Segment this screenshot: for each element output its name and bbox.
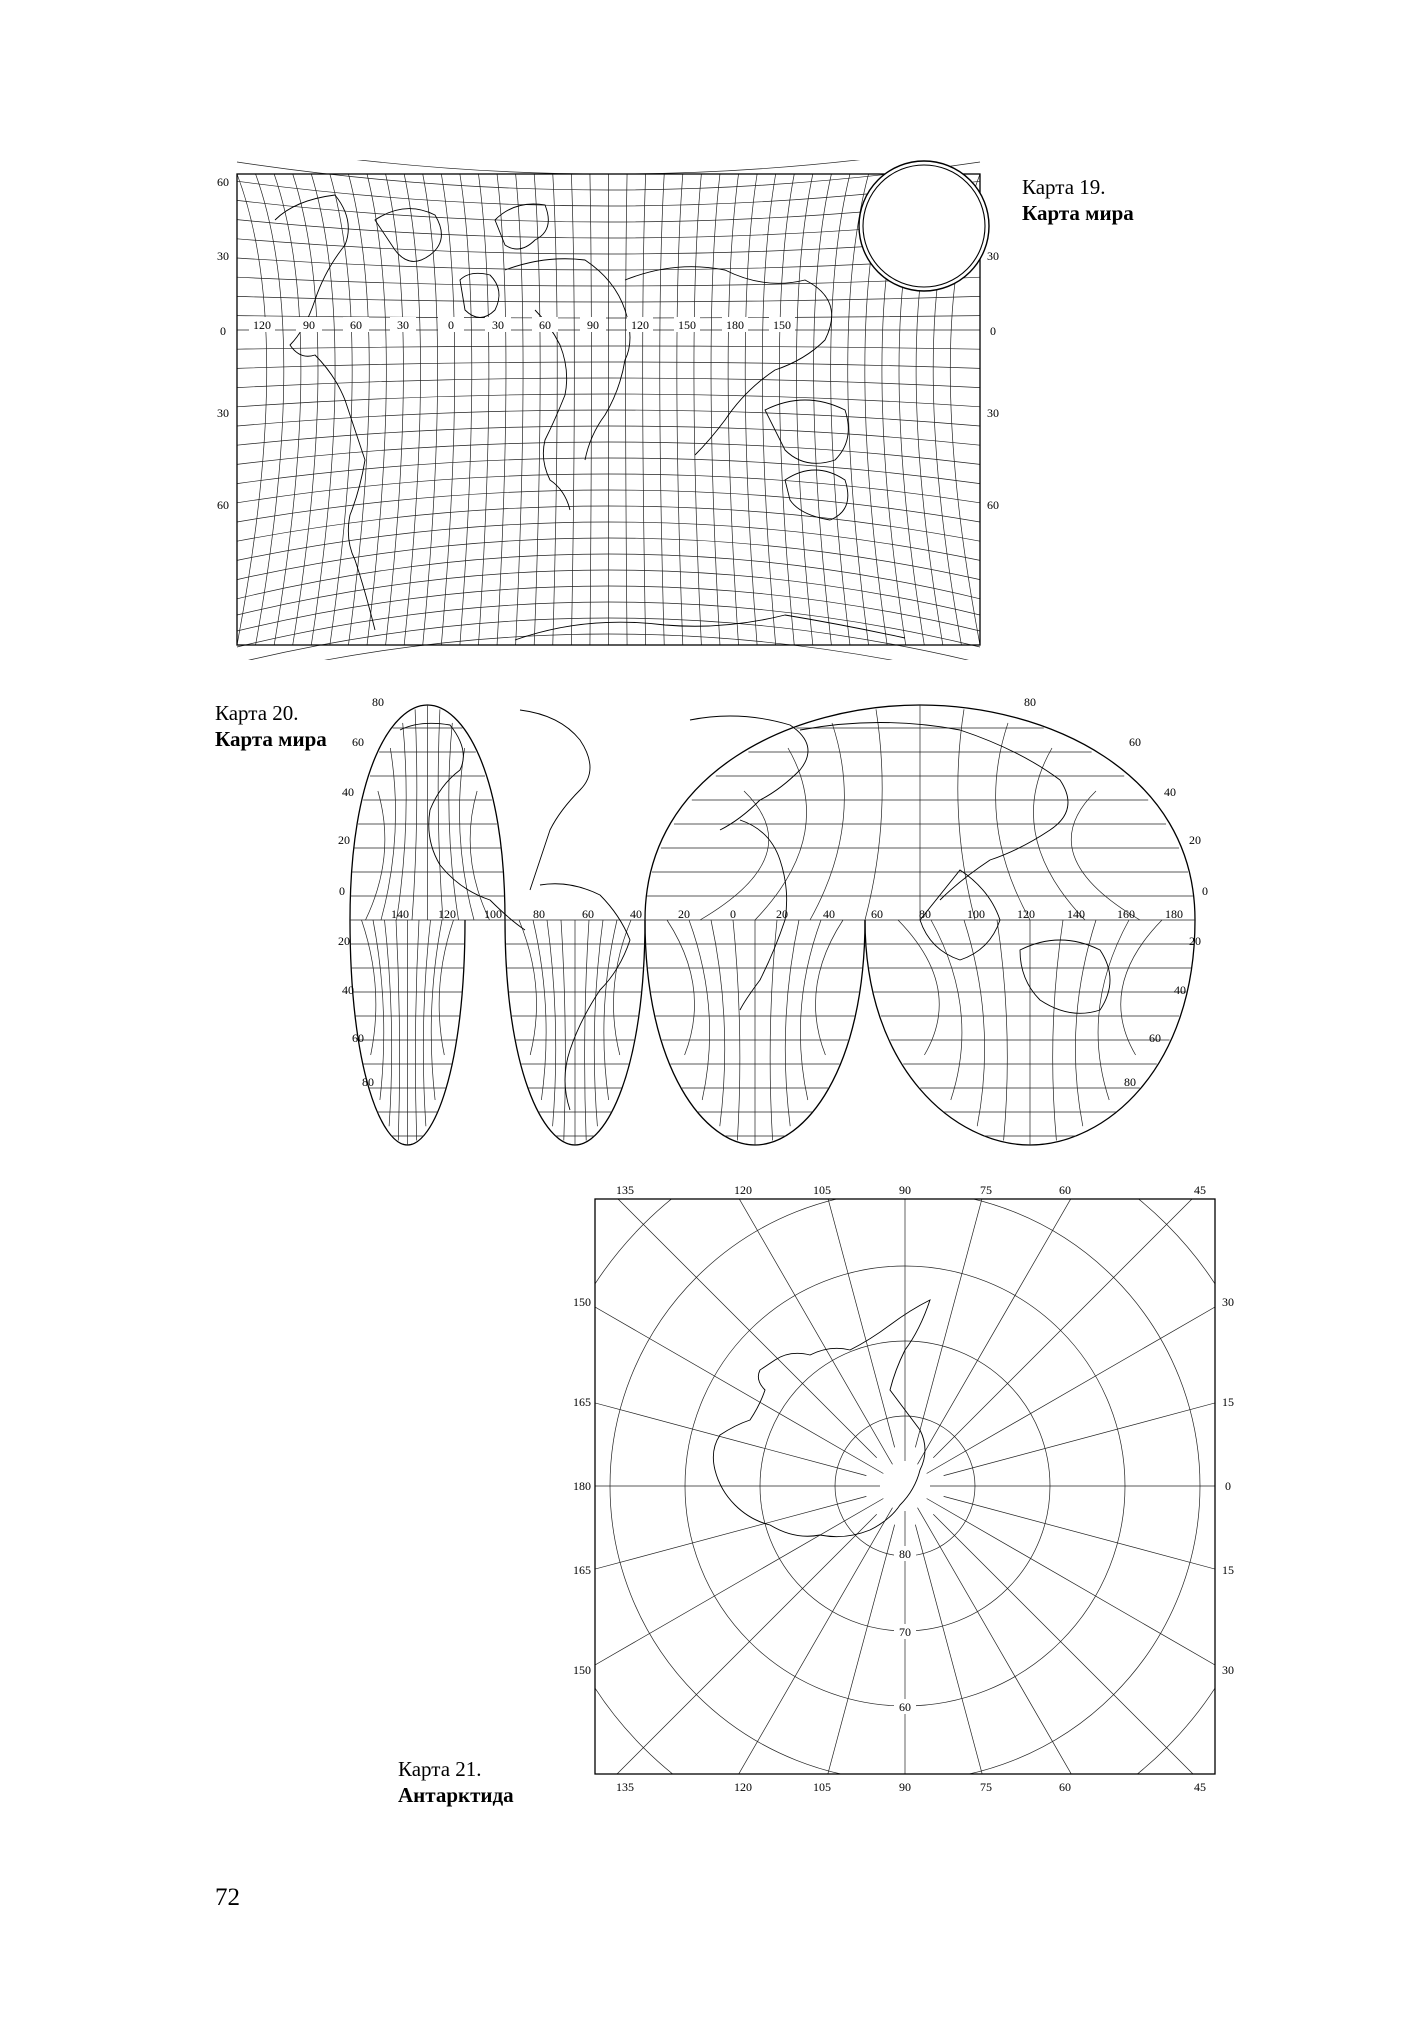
meridian [745, 174, 757, 645]
meridian [459, 748, 474, 920]
meridian-line [560, 1236, 883, 1474]
meridian [1033, 748, 1085, 920]
meridian [1098, 920, 1129, 1100]
lon-label: 180 [1165, 907, 1183, 921]
meridian [590, 174, 591, 645]
lon-label-top: 120 [734, 1183, 752, 1197]
lat-label-left: 60 [217, 498, 229, 512]
lat-label-left: 60 [352, 735, 364, 749]
lon-label-bottom: 135 [616, 1780, 634, 1794]
meridian [381, 748, 396, 920]
meridian-line [560, 1514, 877, 1800]
meridian [1053, 920, 1063, 1140]
lon-label-right: 30 [1222, 1295, 1234, 1309]
lon-label: 80 [919, 907, 931, 921]
lon-label-left: 165 [573, 1395, 591, 1409]
meridian [478, 174, 488, 645]
lon-label: 0 [448, 318, 454, 332]
meridian [594, 920, 603, 1126]
meridian [460, 174, 472, 645]
lat-label-left: 20 [338, 934, 350, 948]
lon-label-top: 45 [1194, 1183, 1206, 1197]
meridian [366, 791, 385, 920]
meridian [412, 709, 417, 920]
lat-label-left: 30 [217, 249, 229, 263]
meridian-line [944, 1357, 1250, 1476]
meridian [964, 920, 985, 1126]
meridian [571, 174, 574, 645]
meridian [660, 174, 664, 645]
meridian [274, 174, 301, 645]
lon-label-left: 165 [573, 1563, 591, 1577]
meridian-line [776, 1525, 895, 1800]
map20-caption-title: Карта мира [215, 727, 327, 751]
lat-label-left: 40 [342, 785, 354, 799]
lat-label-right: 0 [990, 324, 996, 338]
lat-label-right: 30 [987, 406, 999, 420]
meridian [373, 920, 384, 1100]
meridian [816, 920, 844, 1055]
meridian [800, 920, 821, 1100]
meridian-line [933, 1514, 1250, 1800]
lon-label-right: 15 [1222, 1563, 1234, 1577]
meridian [1075, 920, 1096, 1126]
lat-label-right: 20 [1189, 934, 1201, 948]
graticule-labels [338, 695, 1208, 1089]
antarctica-map-21 [560, 1180, 1250, 1800]
meridian [438, 709, 443, 920]
lon-label: 90 [587, 318, 599, 332]
meridian [415, 920, 419, 1140]
meridian [367, 174, 386, 645]
lon-label-top: 75 [980, 1183, 992, 1197]
meridian [898, 920, 939, 1055]
lon-label: 180 [726, 318, 744, 332]
lon-label: 120 [253, 318, 271, 332]
meridian [626, 174, 627, 645]
map20-caption [215, 700, 327, 752]
lat-label-right: 80 [1124, 1075, 1136, 1089]
lon-label-bottom: 45 [1194, 1780, 1206, 1794]
lon-label: 60 [582, 907, 594, 921]
lon-label-bottom: 105 [813, 1780, 831, 1794]
lon-label: 160 [1117, 907, 1135, 921]
lat-label-right: 80 [1024, 695, 1036, 709]
meridian-line [927, 1236, 1250, 1474]
meridian-line [944, 1496, 1250, 1615]
lon-label: 90 [303, 318, 315, 332]
lat-label: 60 [899, 1700, 911, 1714]
lat-label-left: 60 [352, 1031, 364, 1045]
lat-label-left: 40 [342, 983, 354, 997]
coastlines [275, 195, 946, 640]
meridian [667, 920, 695, 1055]
meridian [677, 174, 683, 645]
meridian [689, 920, 710, 1100]
map19-caption-number: Карта 19. [1022, 175, 1106, 199]
meridian [711, 920, 725, 1126]
meridian [700, 791, 769, 920]
meridian-line [776, 1180, 895, 1447]
lon-label-top: 90 [899, 1183, 911, 1197]
map19-caption [1022, 174, 1134, 226]
lon-label-left: 150 [573, 1663, 591, 1677]
lon-label-right: 0 [1225, 1479, 1231, 1493]
lon-label-left: 180 [573, 1479, 591, 1493]
meridian [423, 174, 438, 645]
meridian [533, 920, 546, 1100]
lon-label: 60 [539, 318, 551, 332]
meridian [614, 920, 632, 1055]
meridian [423, 920, 430, 1126]
lat-label-right: 60 [1129, 735, 1141, 749]
lon-label: 40 [630, 907, 642, 921]
meridian [561, 920, 565, 1140]
meridian [439, 920, 453, 1055]
lat-label-left: 0 [339, 884, 345, 898]
lat-label-left: 60 [217, 175, 229, 189]
parallel [237, 160, 980, 174]
map20-caption-number: Карта 20. [215, 701, 299, 725]
lon-label: 30 [397, 318, 409, 332]
lat-label-left: 30 [217, 406, 229, 420]
meridian [810, 723, 844, 920]
meridian [330, 174, 352, 645]
meridian [385, 920, 392, 1126]
lon-label: 20 [678, 907, 690, 921]
map21-caption-number: Карта 21. [398, 1757, 482, 1781]
lat-label-right: 30 [987, 249, 999, 263]
meridian-line [655, 1508, 893, 1800]
inset-circle-inner [863, 165, 985, 287]
lon-label: 120 [1017, 907, 1035, 921]
meridian [931, 920, 962, 1100]
meridian [814, 174, 832, 645]
lon-label-top: 105 [813, 1183, 831, 1197]
lon-label-top: 135 [616, 1183, 634, 1197]
meridian [396, 920, 400, 1140]
meridian-line [915, 1525, 1034, 1800]
meridian [534, 174, 540, 645]
lon-label-bottom: 90 [899, 1780, 911, 1794]
meridian [958, 709, 975, 920]
meridian [643, 174, 646, 645]
lat-label-right: 60 [1149, 1031, 1161, 1045]
meridian-line [927, 1499, 1250, 1737]
lon-label: 100 [967, 907, 985, 921]
meridian-line [560, 1499, 883, 1737]
lon-label-right: 15 [1222, 1395, 1234, 1409]
lat-label-right: 60 [987, 498, 999, 512]
meridian [755, 748, 807, 920]
meridian [604, 920, 617, 1100]
lon-label: 60 [350, 318, 362, 332]
meridian [386, 174, 404, 645]
lat-label-right: 0 [1202, 884, 1208, 898]
meridian-line [655, 1180, 893, 1464]
meridian [796, 174, 812, 645]
lon-label-bottom: 120 [734, 1780, 752, 1794]
meridian [516, 174, 523, 645]
meridian [431, 920, 442, 1100]
meridian [728, 174, 738, 645]
meridian-line [560, 1496, 866, 1615]
lon-label-bottom: 75 [980, 1780, 992, 1794]
lat-label-right: 40 [1174, 983, 1186, 997]
meridian [585, 920, 589, 1140]
lon-label: 100 [484, 907, 502, 921]
meridian-line [915, 1180, 1034, 1447]
meridian [733, 920, 740, 1140]
antarctica-coastline [713, 1300, 930, 1537]
map21-caption [398, 1756, 514, 1808]
world-map-20 [320, 690, 1260, 1160]
meridian [470, 791, 489, 920]
meridian [694, 174, 701, 645]
interrupted-projection-lobes [350, 705, 1195, 1145]
lat-label-right: 20 [1189, 833, 1201, 847]
lat-label: 70 [899, 1625, 911, 1639]
meridian [831, 174, 850, 645]
meridian [785, 920, 799, 1126]
lat-label-left: 80 [372, 695, 384, 709]
meridian [1071, 791, 1140, 920]
lon-label: 120 [438, 907, 456, 921]
meridian [397, 723, 407, 920]
meridian [996, 723, 1030, 920]
meridian [770, 920, 777, 1140]
world-map-19 [205, 160, 1005, 660]
meridian [553, 174, 557, 645]
meridian [997, 920, 1007, 1140]
lon-label-bottom: 60 [1059, 1780, 1071, 1794]
meridian [449, 723, 459, 920]
meridian [519, 920, 537, 1055]
graticule-labels [573, 1183, 1234, 1794]
meridian-line [918, 1508, 1156, 1800]
lon-label-top: 60 [1059, 1183, 1071, 1197]
lon-label: 60 [871, 907, 883, 921]
meridian-line [918, 1180, 1156, 1464]
map19-caption-title: Карта мира [1022, 201, 1134, 225]
meridian [779, 174, 794, 645]
lat-label-left: 20 [338, 833, 350, 847]
map21-caption-title: Антарктида [398, 1783, 514, 1807]
lat-label-left: 0 [220, 324, 226, 338]
meridian-line [560, 1180, 877, 1458]
lon-label: 120 [631, 318, 649, 332]
meridian [865, 709, 882, 920]
lon-label: 150 [678, 318, 696, 332]
meridian [711, 174, 720, 645]
lat-label-left: 80 [362, 1075, 374, 1089]
lat-label: 80 [899, 1547, 911, 1561]
meridian [762, 174, 775, 645]
lon-label-right: 30 [1222, 1663, 1234, 1677]
meridian [404, 174, 420, 645]
lon-label: 30 [492, 318, 504, 332]
lon-label: 20 [776, 907, 788, 921]
lat-label-right: 40 [1164, 785, 1176, 799]
lon-label: 80 [533, 907, 545, 921]
page-number: 72 [215, 1884, 240, 1911]
meridian-line [933, 1180, 1250, 1458]
lon-label: 140 [391, 907, 409, 921]
meridian [441, 174, 454, 645]
lon-label: 140 [1067, 907, 1085, 921]
lon-label: 150 [773, 318, 791, 332]
lon-label: 0 [730, 907, 736, 921]
lon-label-left: 150 [573, 1295, 591, 1309]
meridian [547, 920, 556, 1126]
lon-label: 40 [823, 907, 835, 921]
